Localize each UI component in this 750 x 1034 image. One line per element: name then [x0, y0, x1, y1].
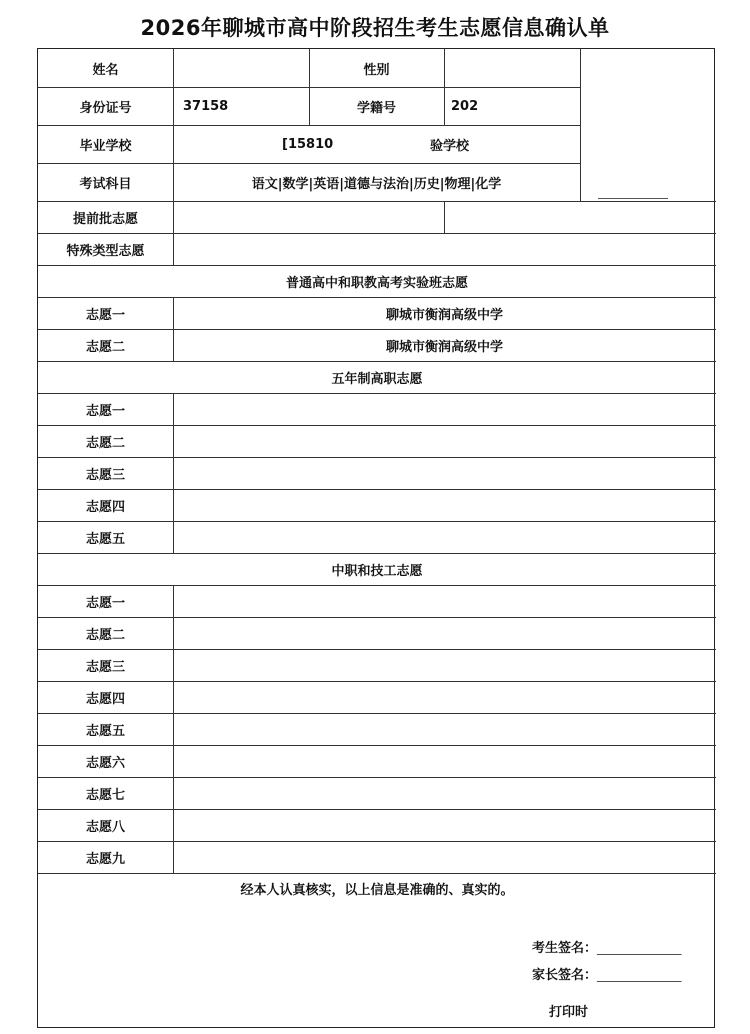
school-code: [15810	[282, 136, 334, 152]
vocational-choice-label: 志愿四	[85, 691, 125, 707]
general-choice-value: 聊城市衡润高级中学	[385, 339, 503, 355]
early-batch-label: 提前批志愿	[72, 211, 138, 227]
special-type-label: 特殊类型志愿	[66, 243, 145, 259]
student-signature-line: ______________	[597, 941, 682, 956]
section-general-heading: 普通高中和职教高考实验班志愿	[285, 275, 468, 291]
gender-label: 性别	[363, 62, 390, 78]
five-year-choice-label: 志愿五	[85, 531, 125, 547]
vocational-choice-label: 志愿二	[85, 627, 125, 643]
photo-box	[580, 49, 716, 201]
vocational-choice-label: 志愿九	[85, 851, 125, 867]
subjects-value: 语文|数学|英语|道德与法治|历史|物理|化学	[251, 176, 502, 192]
general-choice-label: 志愿二	[85, 339, 125, 355]
section-five-year-heading: 五年制高职志愿	[331, 371, 423, 387]
student-no-label: 学籍号	[356, 100, 396, 116]
vocational-choice-label: 志愿五	[85, 723, 125, 739]
vocational-choice-label: 志愿七	[85, 787, 125, 803]
name-value	[173, 49, 309, 87]
school-label: 毕业学校	[79, 138, 132, 154]
print-time: 打印时	[549, 1005, 589, 1020]
vocational-choice-label: 志愿三	[85, 659, 125, 675]
five-year-choice-label: 志愿四	[85, 499, 125, 515]
student-no-value: 202	[451, 98, 479, 114]
vocational-choice-label: 志愿六	[85, 755, 125, 771]
five-year-choice-label: 志愿一	[85, 403, 125, 419]
name-label: 姓名	[92, 62, 119, 78]
school-name: 验学校	[430, 138, 470, 154]
gender-value	[444, 49, 580, 87]
parent-signature-line: ______________	[597, 968, 682, 983]
general-choice-label: 志愿一	[85, 307, 125, 323]
subjects-label: 考试科目	[79, 176, 132, 192]
id-label: 身份证号	[79, 100, 132, 116]
general-choice-value: 聊城市衡润高级中学	[385, 307, 503, 323]
photo-underline	[598, 198, 668, 199]
student-signature-label: 考生签名：	[532, 941, 598, 956]
section-vocational-heading: 中职和技工志愿	[331, 563, 423, 579]
page-title: 2026年聊城市高中阶段招生考生志愿信息确认单	[140, 16, 610, 40]
parent-signature	[532, 964, 681, 983]
parent-signature-label: 家长签名：	[532, 968, 598, 983]
five-year-choice-label: 志愿二	[85, 435, 125, 451]
confirmation-form	[37, 48, 715, 1028]
vocational-choice-label: 志愿八	[85, 819, 125, 835]
id-value: 37158	[183, 98, 229, 114]
declaration-text: 经本人认真核实，以上信息是准确的、真实的。	[240, 883, 514, 898]
vocational-choice-label: 志愿一	[85, 595, 125, 611]
student-signature	[532, 937, 681, 956]
five-year-choice-label: 志愿三	[85, 467, 125, 483]
